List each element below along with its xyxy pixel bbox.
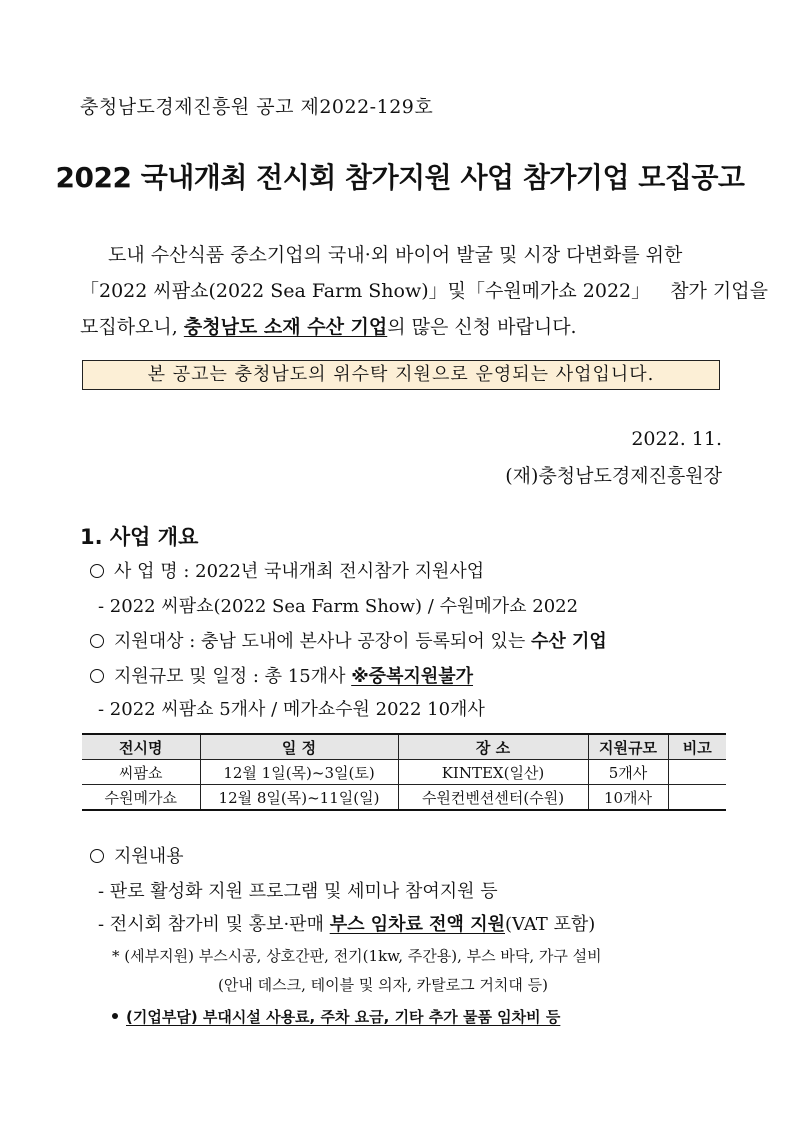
intro-line-1: 도내 수산식품 중소기업의 국내·외 바이어 발굴 및 시장 다변화를 위한 (108, 244, 683, 266)
project-detail: - 2022 씨팜쇼(2022 Sea Farm Show) / 수원메가쇼 2022 (98, 596, 579, 617)
cell-exhibition: 수원메가쇼 (82, 785, 200, 811)
cell-scale: 10개사 (588, 785, 668, 811)
notice-date: 2022. 11. (631, 428, 722, 450)
cell-remarks (668, 760, 726, 785)
detail-note-line-2: (안내 데스크, 테이블 및 의자, 카탈로그 거치대 등) (218, 976, 548, 994)
cell-schedule: 12월 8일(목)~11일(일) (200, 785, 398, 811)
cell-remarks (668, 785, 726, 811)
table-header-row (82, 734, 726, 760)
cell-scale: 5개사 (588, 760, 668, 785)
col-header-exhibition: 전시명 (82, 734, 200, 760)
scale-item (90, 662, 473, 688)
page-title: 2022 국내개최 전시회 참가지원 사업 참가기업 모집공고 (55, 161, 745, 194)
intro-line-2 (80, 276, 768, 303)
issuing-organization: (재)충청남도경제진흥원장 (505, 465, 722, 487)
cell-venue: KINTEX(일산) (398, 760, 588, 785)
project-name-text: 사 업 명 : 2022년 국내개최 전시참가 지원사업 (114, 561, 485, 582)
cell-venue: 수원컨벤션센터(수원) (398, 785, 588, 811)
support-heading: 지원내용 (114, 846, 184, 867)
section-heading: 1. 사업 개요 (80, 525, 199, 549)
intro-line-3-head: 모집하오니, (80, 316, 184, 338)
intro-line-3 (80, 312, 577, 339)
support-item-1: - 판로 활성화 지원 프로그램 및 세미나 참여지원 등 (98, 881, 498, 902)
intro-events: 「2022 씨팜쇼(2022 Sea Farm Show)」및「수원메가쇼 2022」 (80, 280, 651, 302)
col-header-schedule: 일 정 (200, 734, 398, 760)
support-item-2-tail: (VAT 포함) (504, 914, 596, 935)
notice-box: 본 공고는 충청남도의 위수탁 지원으로 운영되는 사업입니다. (82, 360, 720, 390)
col-header-remarks: 비고 (668, 734, 726, 760)
cell-exhibition: 씨팜쇼 (82, 760, 200, 785)
col-header-venue: 장 소 (398, 734, 588, 760)
bullet-dot-icon (112, 1013, 118, 1019)
table-row (82, 760, 726, 785)
intro-line-2-tail: 참가 기업을 (670, 280, 768, 302)
company-burden-text: (기업부담) 부대시설 사용료, 주차 요금, 기타 추가 물품 임차비 등 (126, 1008, 561, 1026)
schedule-table (82, 733, 726, 811)
cell-schedule: 12월 1일(목)~3일(토) (200, 760, 398, 785)
table-row (82, 785, 726, 811)
circle-bullet-icon (90, 564, 104, 578)
circle-bullet-icon (90, 634, 104, 648)
scale-text: 지원규모 및 일정 : 총 15개사 (114, 666, 352, 687)
target-item (90, 627, 607, 653)
scale-detail: - 2022 씨팜쇼 5개사 / 메가쇼수원 2022 10개사 (98, 699, 485, 720)
intro-line-3-tail: 의 많은 신청 바랍니다. (387, 316, 577, 338)
support-item-2-head: - 전시회 참가비 및 홍보·판매 (98, 914, 330, 935)
company-burden-item (112, 1006, 560, 1027)
no-duplicate-note: ※중복지원불가 (351, 666, 474, 687)
target-bold: 수산 기업 (530, 631, 607, 652)
support-heading-item (90, 842, 184, 868)
intro-target-companies: 충청남도 소재 수산 기업 (183, 316, 388, 338)
circle-bullet-icon (90, 669, 104, 683)
support-item-2 (98, 910, 595, 936)
col-header-scale: 지원규모 (588, 734, 668, 760)
target-text: 지원대상 : 충남 도내에 본사나 공장이 등록되어 있는 (114, 631, 531, 652)
notice-number: 충청남도경제진흥원 공고 제2022-129호 (80, 96, 434, 118)
project-name-item (90, 557, 484, 583)
circle-bullet-icon (90, 849, 104, 863)
detail-note-line-1: * (세부지원) 부스시공, 상호간판, 전기(1kw, 주간용), 부스 바닥, 가구 설비 (112, 947, 602, 965)
booth-rental-support: 부스 임차료 전액 지원 (329, 914, 505, 935)
